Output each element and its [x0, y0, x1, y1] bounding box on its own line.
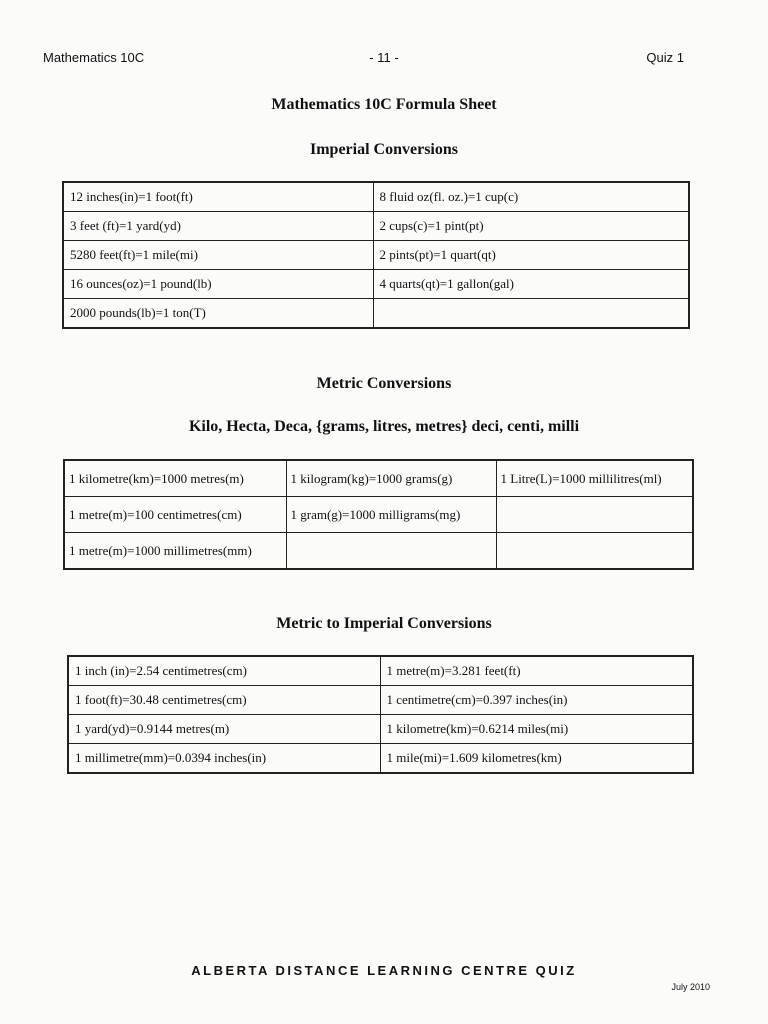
table-cell: 1 kilogram(kg)=1000 grams(g)	[286, 460, 496, 497]
header-quiz: Quiz 1	[646, 50, 684, 65]
footer-date: July 2010	[671, 982, 710, 992]
metric-prefixes-heading: Kilo, Hecta, Deca, {grams, litres, metres} deci, centi, milli	[188, 418, 580, 435]
table-cell: 1 millimetre(mm)=0.0394 inches(in)	[68, 744, 380, 774]
table-cell: 1 inch (in)=2.54 centimetres(cm)	[68, 656, 380, 686]
table-row	[68, 715, 693, 744]
table-cell: 1 centimetre(cm)=0.397 inches(in)	[380, 686, 693, 715]
table-row	[63, 212, 689, 241]
table-row	[68, 744, 693, 774]
table-cell: 1 Litre(L)=1000 millilitres(ml)	[496, 460, 693, 497]
table-cell: 5280 feet(ft)=1 mile(mi)	[63, 241, 373, 270]
table-row	[68, 656, 693, 686]
table-cell	[373, 299, 689, 329]
table-row	[64, 497, 693, 533]
table-cell: 12 inches(in)=1 foot(ft)	[63, 182, 373, 212]
table-cell: 1 yard(yd)=0.9144 metres(m)	[68, 715, 380, 744]
table-cell	[496, 497, 693, 533]
page-title: Mathematics 10C Formula Sheet	[271, 96, 497, 113]
metric-to-imperial-heading: Metric to Imperial Conversions	[276, 615, 492, 632]
table-cell: 4 quarts(qt)=1 gallon(gal)	[373, 270, 689, 299]
table-cell: 2000 pounds(lb)=1 ton(T)	[63, 299, 373, 329]
table-cell	[496, 533, 693, 570]
header-page-number: - 11 -	[369, 50, 399, 65]
table-cell: 1 gram(g)=1000 milligrams(mg)	[286, 497, 496, 533]
table-cell: 1 foot(ft)=30.48 centimetres(cm)	[68, 686, 380, 715]
table-row	[63, 299, 689, 329]
table-cell: 16 ounces(oz)=1 pound(lb)	[63, 270, 373, 299]
header-course: Mathematics 10C	[43, 50, 145, 65]
table-cell: 1 metre(m)=100 centimetres(cm)	[64, 497, 286, 533]
table-row	[63, 182, 689, 212]
table-cell: 1 kilometre(km)=0.6214 miles(mi)	[380, 715, 693, 744]
table-row	[64, 460, 693, 497]
table-cell: 1 metre(m)=1000 millimetres(mm)	[64, 533, 286, 570]
table-row	[63, 241, 689, 270]
imperial-heading: Imperial Conversions	[310, 141, 458, 158]
metric-conversions-table	[63, 459, 694, 570]
table-row	[63, 270, 689, 299]
metric-heading: Metric Conversions	[316, 375, 452, 392]
metric-to-imperial-table	[67, 655, 694, 774]
table-cell: 2 cups(c)=1 pint(pt)	[373, 212, 689, 241]
table-cell: 1 mile(mi)=1.609 kilometres(km)	[380, 744, 693, 774]
imperial-conversions-table	[62, 181, 690, 329]
table-cell: 1 kilometre(km)=1000 metres(m)	[64, 460, 286, 497]
table-cell: 2 pints(pt)=1 quart(qt)	[373, 241, 689, 270]
table-cell	[286, 533, 496, 570]
footer-institution: ALBERTA DISTANCE LEARNING CENTRE QUIZ	[191, 963, 577, 978]
table-cell: 3 feet (ft)=1 yard(yd)	[63, 212, 373, 241]
table-row	[64, 533, 693, 570]
table-row	[68, 686, 693, 715]
table-cell: 8 fluid oz(fl. oz.)=1 cup(c)	[373, 182, 689, 212]
table-cell: 1 metre(m)=3.281 feet(ft)	[380, 656, 693, 686]
